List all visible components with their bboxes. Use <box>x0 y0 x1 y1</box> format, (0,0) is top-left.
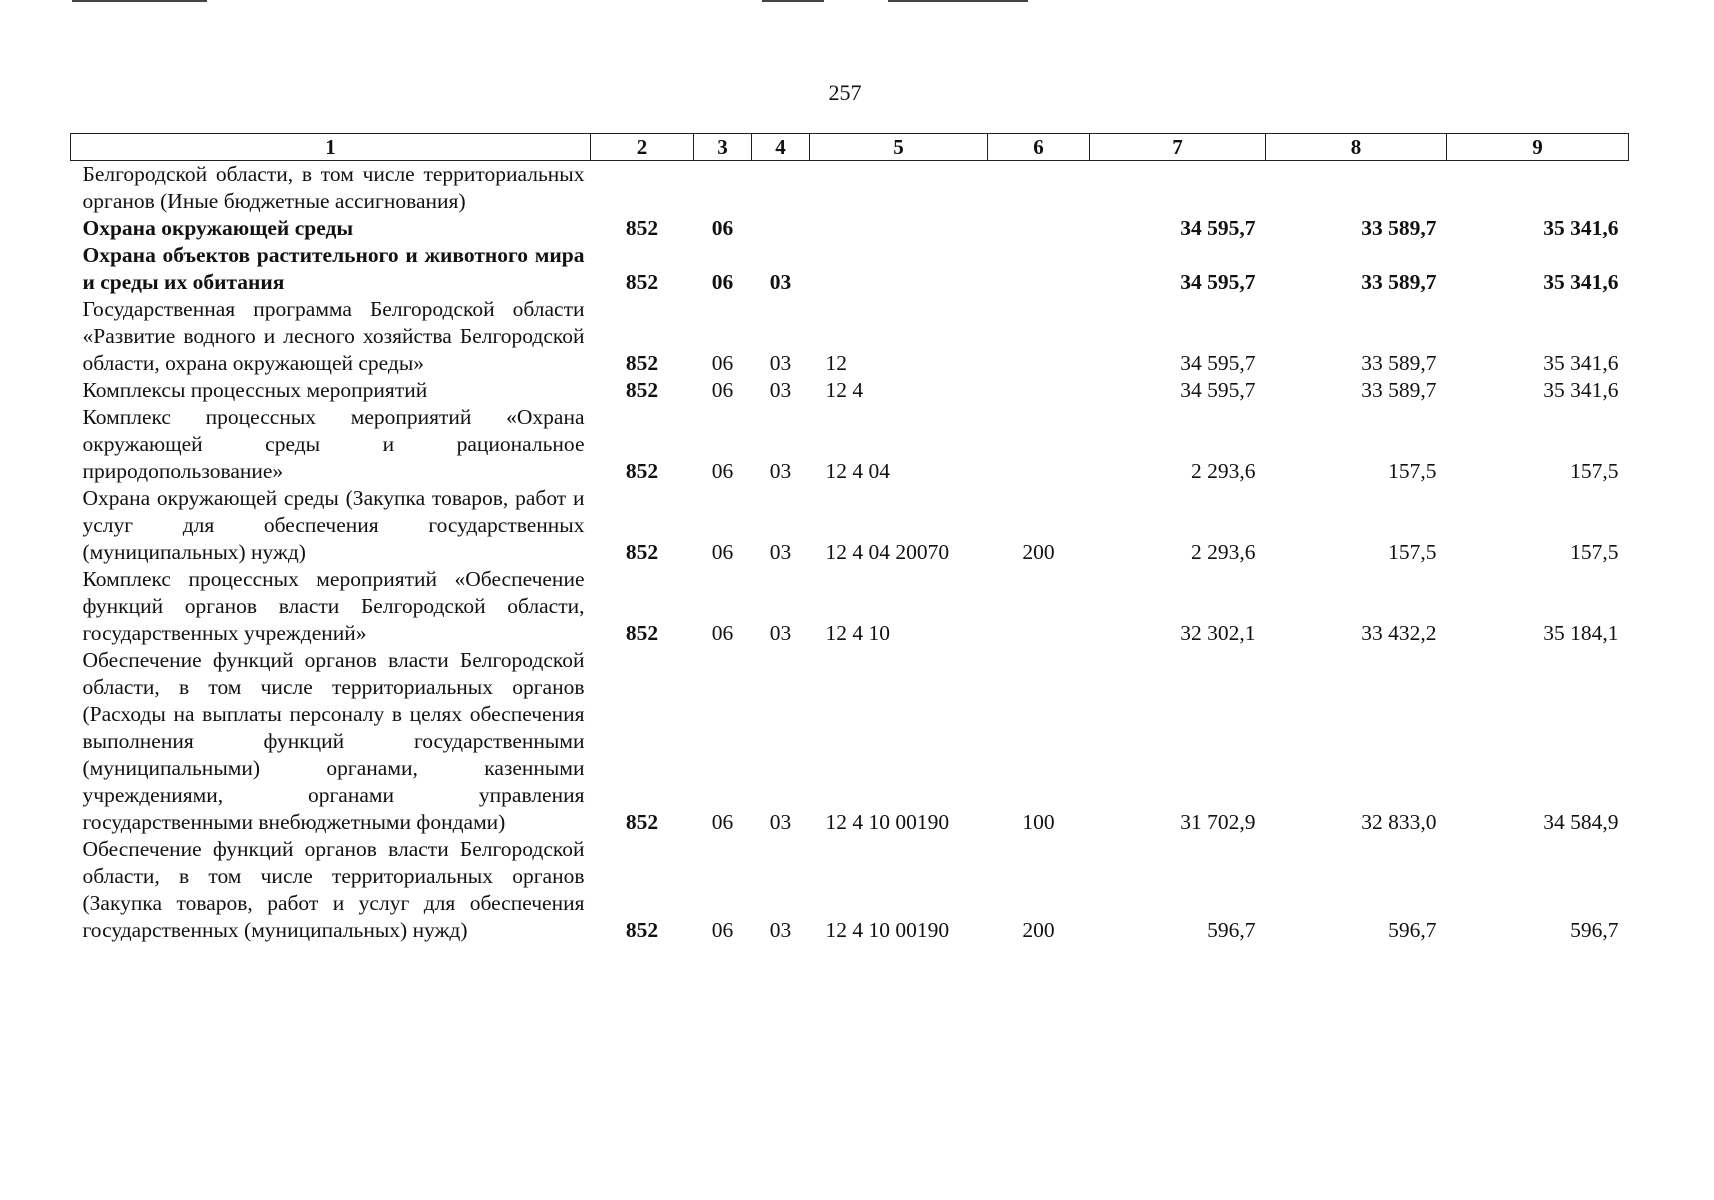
cell-year3: 35 341,6 <box>1543 216 1619 240</box>
table-row <box>71 485 1629 566</box>
table-row <box>71 296 1629 377</box>
cell-year1: 34 595,7 <box>1180 351 1256 375</box>
cell-year2 <box>1266 161 1447 216</box>
cell-year3: 157,5 <box>1570 459 1619 483</box>
column-header: 1 <box>71 134 591 161</box>
cell-rz: 06 <box>711 378 734 402</box>
cell-pr <box>752 161 810 216</box>
cell-ved: 852 <box>625 540 659 564</box>
scan-edge-line <box>72 0 207 2</box>
row-name: Обеспечение функций органов власти Белгородской области, в том числе территориальных органов (Расходы на выплаты персоналу в целях обеспечения выполнения функций государственными (муниципальными) органами, казенными учреждениями, органами управления государственными внебюджетными фондами) <box>82 648 585 834</box>
column-header: 3 <box>694 134 752 161</box>
column-header: 9 <box>1447 134 1629 161</box>
cell-vr: 200 <box>1022 540 1055 564</box>
page-number: 257 <box>828 80 862 105</box>
cell-ved: 852 <box>625 216 659 240</box>
cell-year3: 35 184,1 <box>1543 621 1619 645</box>
column-header: 4 <box>752 134 810 161</box>
table-row <box>71 836 1629 944</box>
cell-rz: 06 <box>711 216 734 240</box>
cell-ved: 852 <box>625 621 659 645</box>
table-row <box>71 242 1629 296</box>
cell-year2: 33 432,2 <box>1361 621 1437 645</box>
cell-ved: 852 <box>625 270 659 294</box>
row-name: Охрана объектов растительного и животного мира и среды их обитания <box>82 243 585 294</box>
cell-year1: 596,7 <box>1207 918 1256 942</box>
cell-year3: 35 341,6 <box>1543 378 1619 402</box>
cell-year2: 33 589,7 <box>1361 216 1437 240</box>
cell-year2: 33 589,7 <box>1361 270 1437 294</box>
cell-rz: 06 <box>711 351 734 375</box>
cell-vr <box>988 566 1090 647</box>
cell-year3: 157,5 <box>1570 540 1619 564</box>
cell-rz: 06 <box>711 810 734 834</box>
cell-vr: 100 <box>1022 810 1055 834</box>
table-row <box>71 404 1629 485</box>
cell-csr: 12 4 10 <box>825 621 890 645</box>
cell-vr <box>988 242 1090 296</box>
cell-pr: 03 <box>769 810 792 834</box>
cell-rz: 06 <box>711 459 734 483</box>
cell-ved: 852 <box>625 351 659 375</box>
scan-edge-line <box>888 0 1028 2</box>
table-header-row <box>71 134 1629 161</box>
row-name: Комплекс процессных мероприятий «Обеспечение функций органов власти Белгородской области, государственных учреждений» <box>82 567 585 645</box>
cell-rz: 06 <box>711 270 734 294</box>
cell-rz: 06 <box>711 540 734 564</box>
cell-year1: 32 302,1 <box>1180 621 1256 645</box>
cell-csr: 12 4 04 20070 <box>825 540 950 564</box>
cell-ved: 852 <box>625 810 659 834</box>
cell-year2: 33 589,7 <box>1361 351 1437 375</box>
cell-year2: 596,7 <box>1388 918 1437 942</box>
cell-year1 <box>1090 161 1266 216</box>
cell-year3: 34 584,9 <box>1543 810 1619 834</box>
cell-csr <box>810 215 988 242</box>
cell-csr: 12 4 10 00190 <box>825 918 950 942</box>
cell-year2: 157,5 <box>1388 540 1437 564</box>
column-header: 5 <box>810 134 988 161</box>
cell-csr: 12 4 04 <box>825 459 890 483</box>
cell-year3: 35 341,6 <box>1543 351 1619 375</box>
row-name: Государственная программа Белгородской области «Развитие водного и лесного хозяйства Белгородской области, охрана окружающей среды» <box>82 297 585 375</box>
cell-year1: 34 595,7 <box>1180 378 1256 402</box>
table-row <box>71 215 1629 242</box>
cell-pr: 03 <box>769 918 792 942</box>
cell-year2: 157,5 <box>1388 459 1437 483</box>
column-header: 6 <box>988 134 1090 161</box>
cell-year1: 2 293,6 <box>1191 540 1256 564</box>
cell-ved: 852 <box>625 378 659 402</box>
table-row <box>71 161 1629 216</box>
cell-ved <box>591 161 694 216</box>
column-header: 7 <box>1090 134 1266 161</box>
cell-csr <box>810 242 988 296</box>
cell-pr: 03 <box>769 351 792 375</box>
row-name: Комплекс процессных мероприятий «Охрана окружающей среды и рациональное природопользование» <box>82 405 585 483</box>
cell-vr <box>988 215 1090 242</box>
cell-year3: 35 341,6 <box>1543 270 1619 294</box>
cell-csr: 12 4 <box>825 378 864 402</box>
column-header: 2 <box>591 134 694 161</box>
scan-edge-line <box>762 0 824 2</box>
budget-table <box>70 133 1629 944</box>
cell-rz: 06 <box>711 918 734 942</box>
cell-year1: 2 293,6 <box>1191 459 1256 483</box>
cell-vr <box>988 404 1090 485</box>
cell-year1: 34 595,7 <box>1180 216 1256 240</box>
cell-vr <box>988 377 1090 404</box>
row-name: Комплексы процессных мероприятий <box>82 378 428 402</box>
cell-csr: 12 <box>825 351 847 375</box>
cell-year3 <box>1447 161 1629 216</box>
row-name: Обеспечение функций органов власти Белгородской области, в том числе территориальных органов (Закупка товаров, работ и услуг для обеспечения государственных (муниципальных) нужд) <box>82 837 585 942</box>
cell-pr: 03 <box>769 540 792 564</box>
cell-csr <box>810 161 988 216</box>
table-row <box>71 647 1629 836</box>
cell-pr <box>752 215 810 242</box>
cell-pr: 03 <box>769 621 792 645</box>
cell-vr <box>988 161 1090 216</box>
cell-year1: 34 595,7 <box>1180 270 1256 294</box>
cell-ved: 852 <box>625 918 659 942</box>
cell-pr: 03 <box>769 270 792 294</box>
cell-year1: 31 702,9 <box>1180 810 1256 834</box>
row-name: Охрана окружающей среды <box>82 216 354 240</box>
cell-year2: 32 833,0 <box>1361 810 1437 834</box>
row-name: Белгородской области, в том числе территориальных органов (Иные бюджетные ассигнования) <box>82 162 585 213</box>
cell-vr <box>988 296 1090 377</box>
cell-ved: 852 <box>625 459 659 483</box>
table-row <box>71 566 1629 647</box>
column-header: 8 <box>1266 134 1447 161</box>
row-name: Охрана окружающей среды (Закупка товаров, работ и услуг для обеспечения государственных (муниципальных) нужд) <box>82 486 585 564</box>
cell-pr: 03 <box>769 459 792 483</box>
cell-rz: 06 <box>711 621 734 645</box>
cell-year2: 33 589,7 <box>1361 378 1437 402</box>
cell-pr: 03 <box>769 378 792 402</box>
cell-year3: 596,7 <box>1570 918 1619 942</box>
table-row <box>71 377 1629 404</box>
cell-vr: 200 <box>1022 918 1055 942</box>
cell-csr: 12 4 10 00190 <box>825 810 950 834</box>
cell-rz <box>694 161 752 216</box>
